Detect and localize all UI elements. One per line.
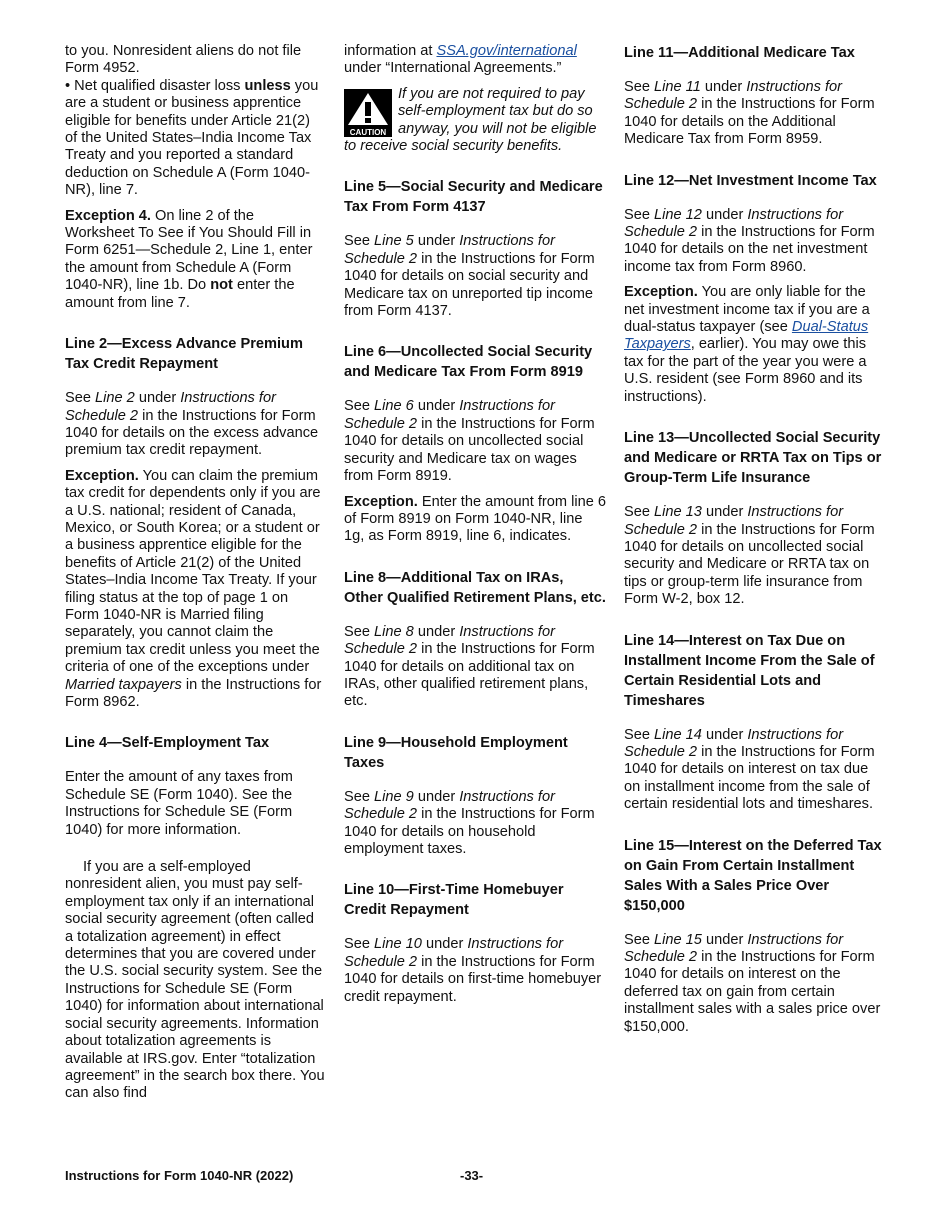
text-run: in the Instructions for Form 1040 for details on the Additional Medicare Tax from Form 8959. xyxy=(624,96,875,148)
column-1 xyxy=(65,43,325,1111)
text-run: under xyxy=(413,623,460,640)
italic-text: Instructions for Schedule 2 xyxy=(624,931,844,965)
bold-text: Exception. xyxy=(65,467,139,484)
text-run: Line 2—Excess Advance Premium Tax Credit Repayment xyxy=(65,336,303,373)
italic-text: Instructions for Schedule 2 xyxy=(344,788,555,823)
text-run: in the Instructions for Form 1040 for details on uncollected social security and Medicare tax on wages from Form 8919. xyxy=(344,415,595,485)
section-heading xyxy=(344,568,606,608)
bold-text: unless xyxy=(244,77,291,94)
section-heading xyxy=(344,733,606,773)
text-run: Line 4—Self-Employment Tax xyxy=(65,735,270,752)
text-run: under xyxy=(701,504,748,521)
text-run: Line 12—Net Investment Income Tax xyxy=(624,172,877,189)
text-run: in the Instructions for Form 1040 for details on household employment taxes. xyxy=(344,806,595,857)
column-3 xyxy=(624,43,886,1044)
text-run: Line 11—Additional Medicare Tax xyxy=(624,45,855,61)
text-run: Line 15—Interest on the Deferred Tax on Gain From Certain Installment Sales With a Sales Price Over $150,000 xyxy=(624,837,882,914)
text-run: under xyxy=(413,398,460,415)
paragraph xyxy=(624,79,886,149)
text-run: in the Instructions for Form 8962. xyxy=(65,676,322,710)
section-heading xyxy=(65,733,325,753)
text-run: See xyxy=(344,788,375,805)
paragraph xyxy=(65,208,325,312)
italic-text: Line 6 xyxy=(374,398,414,415)
paragraph xyxy=(344,624,606,711)
paragraph xyxy=(65,468,325,712)
section-heading xyxy=(624,171,886,191)
text-run: under xyxy=(413,233,460,250)
italic-text: Line 9 xyxy=(374,788,414,805)
section-heading xyxy=(624,631,886,711)
caution-icon xyxy=(344,89,392,137)
italic-text: Line 12 xyxy=(654,206,702,223)
italic-text: Line 11 xyxy=(654,79,701,95)
section-heading xyxy=(65,334,325,374)
text-run: Line 9—Household Employment Taxes xyxy=(344,734,568,771)
text-run: in the Instructions for Form 1040 for details on the excess advance premium tax credit repayment. xyxy=(65,407,319,459)
italic-text: Instructions for Schedule 2 xyxy=(344,623,555,658)
text-run: See xyxy=(624,726,655,743)
text-run: Enter the amount of any taxes from Schedule SE (Form 1040). See the Instructions for Schedule SE (Form 1040) for more information. xyxy=(65,769,293,838)
link[interactable]: SSA.gov/international xyxy=(436,43,577,59)
text-run: you are a student or business apprentice eligible for benefits under Article 21(2) of the United States–India Income Tax Treaty and you reported a standard deduction on Schedule A (Form 1040-NR), line 7. xyxy=(65,77,319,199)
paragraph xyxy=(624,727,886,814)
text-run: , earlier). You may owe this tax for the part of the year you were a U.S. resident (see Form 8960 and its instructions). xyxy=(624,336,867,405)
link[interactable]: Dual-Status Taxpayers xyxy=(624,319,869,353)
paragraph xyxy=(344,936,606,1006)
text-run: under xyxy=(701,931,748,948)
text-run: See xyxy=(344,398,375,415)
italic-text: Line 2 xyxy=(95,390,135,407)
section-heading xyxy=(624,43,886,63)
page-number: -33- xyxy=(460,1168,484,1183)
text-run: Line 13—Uncollected Social Security and Medicare or RRTA Tax on Tips or Group-Term Life Insurance xyxy=(624,430,882,487)
text-run: If you are a self-employed nonresident alien, you must pay self-employment tax only if an international social security agreement (often called a totalization agreement) in effect determines that you are covered under the U.S. social security system. See the Instructions for Schedule SE (Form 1040) for information about international social security agreements. Information about totalization agreements is available at IRS.gov. Enter “totalization agreement” in the search box there. You can also find xyxy=(65,859,325,1102)
paragraph xyxy=(344,494,606,546)
bold-text: Exception 4. xyxy=(65,207,151,224)
italic-text: Line 15 xyxy=(654,931,702,948)
text-run: in the Instructions for Form 1040 for details on interest on tax due on installment income from the sale of certain residential lots and timeshares. xyxy=(624,743,875,813)
italic-text: Line 10 xyxy=(374,936,422,953)
paragraph xyxy=(65,769,325,839)
section-heading xyxy=(344,177,606,217)
svg-text:CAUTION: CAUTION xyxy=(349,127,387,137)
text-run: Line 8—Additional Tax on IRAs, Other Qualified Retirement Plans, etc. xyxy=(344,569,606,606)
paragraph xyxy=(344,233,606,320)
column-2 xyxy=(344,43,606,1014)
text-run: You are only liable for the net investment income tax if you are a dual-status taxpayer (see xyxy=(624,284,870,336)
text-run: Line 5—Social Security and Medicare Tax From Form 4137 xyxy=(344,179,603,216)
italic-text: Line 14 xyxy=(654,726,702,743)
text-run: If you are not required to pay self-employment tax but do so anyway, you will not be eligible to receive social security benefits. xyxy=(344,85,597,155)
paragraph xyxy=(344,43,606,78)
italic-text: Instructions for Schedule 2 xyxy=(344,233,555,267)
text-run: See xyxy=(65,390,96,407)
italic-text: Instructions for Schedule 2 xyxy=(65,390,276,424)
text-run: under “International Agreements.” xyxy=(344,60,562,77)
text-run: Line 10—First-Time Homebuyer Credit Repayment xyxy=(344,882,564,919)
text-run: under xyxy=(413,788,460,805)
section-heading xyxy=(344,880,606,920)
text-run: in the Instructions for Form 1040 for details on first-time homebuyer credit repayment. xyxy=(344,953,602,1005)
text-run: in the Instructions for Form 1040 for details on additional tax on IRAs, other qualified retirement plans, etc. xyxy=(344,641,595,710)
paragraph xyxy=(65,43,325,78)
text-run: See xyxy=(624,206,655,223)
bold-text: Exception. xyxy=(624,284,698,301)
text-run: See xyxy=(344,936,375,953)
text-run: under xyxy=(134,390,181,407)
text-run: information at xyxy=(344,43,437,59)
text-run: in the Instructions for Form 1040 for details on social security and Medicare tax on unreported tip income from Form 4137. xyxy=(344,250,595,320)
caution-note xyxy=(344,86,606,156)
paragraph xyxy=(65,78,325,200)
text-run: See xyxy=(344,233,375,250)
text-run: See xyxy=(624,931,655,948)
italic-text: Line 8 xyxy=(374,623,414,640)
text-run: Enter the amount from line 6 of Form 8919 on Form 1040-NR, line 1g, as Form 8919, line 6, indicates. xyxy=(344,493,606,545)
section-heading xyxy=(624,836,886,916)
footer-form-title: Instructions for Form 1040-NR (2022) xyxy=(65,1168,294,1183)
text-run: On line 2 of the Worksheet To See if You Should Fill in Form 6251—Schedule 2, Line 1, enter the amount from Schedule A (Form 1040-NR), line 1b. Do xyxy=(65,207,313,294)
text-run: in the Instructions for Form 1040 for details on interest on the deferred tax on gain from certain installment sales with a sales price over $150,000. xyxy=(624,948,881,1035)
italic-text: Instructions for Schedule 2 xyxy=(624,726,844,760)
italic-text: Line 13 xyxy=(654,504,702,521)
bold-text: Exception. xyxy=(344,493,418,510)
italic-text: Instructions for Schedule 2 xyxy=(624,206,844,241)
italic-text: Instructions for Schedule 2 xyxy=(344,398,555,432)
text-run: See xyxy=(624,504,655,521)
paragraph xyxy=(344,398,606,485)
paragraph xyxy=(65,859,325,1103)
paragraph xyxy=(344,789,606,859)
italic-text: Instructions for Schedule 2 xyxy=(624,504,844,538)
text-run: in the Instructions for Form 1040 for details on the net investment income tax from Form 8960. xyxy=(624,224,875,275)
text-run: under xyxy=(421,936,468,953)
section-heading xyxy=(624,428,886,488)
text-run: in the Instructions for Form 1040 for details on uncollected social security and Medicare or RRTA tax on tips or group-term life insurance from Form W-2, box 12. xyxy=(624,521,875,608)
text-run: enter the amount from line 7. xyxy=(65,277,295,311)
text-run: Line 6—Uncollected Social Security and Medicare Tax From Form 8919 xyxy=(344,344,593,381)
text-run: Line 14—Interest on Tax Due on Installment Income From the Sale of Certain Residential Lots and Timeshares xyxy=(624,632,875,709)
paragraph xyxy=(624,932,886,1036)
paragraph xyxy=(624,504,886,608)
bold-text: not xyxy=(210,277,233,294)
paragraph xyxy=(624,207,886,277)
text-run: You can claim the premium tax credit for dependents only if you are a U.S. national; resident of Canada, Mexico, or South Korea; or a student or a business apprentice eligible for the benefits of Article 21(2) of the United States–India Income Tax Treaty. If your filing status at the top of page 1 on Form 1040-NR is Married filing separately, you cannot claim the premium tax credit unless you meet the criteria of one of the exceptions under xyxy=(65,467,321,676)
italic-text: Married taxpayers xyxy=(65,676,182,693)
text-run: See xyxy=(624,79,655,95)
text-run: to you. Nonresident aliens do not file Form 4952. xyxy=(65,43,302,77)
section-heading xyxy=(344,342,606,382)
paragraph xyxy=(65,390,325,460)
text-run: See xyxy=(344,623,375,640)
text-run: under xyxy=(701,206,748,223)
text-run: • Net qualified disaster loss xyxy=(65,77,245,94)
italic-text: Instructions for Schedule 2 xyxy=(624,79,842,113)
italic-text: Line 5 xyxy=(374,233,414,250)
text-run: under xyxy=(701,726,748,743)
italic-text: Instructions for Schedule 2 xyxy=(344,936,564,970)
paragraph xyxy=(624,284,886,406)
text-run: under xyxy=(700,79,747,95)
